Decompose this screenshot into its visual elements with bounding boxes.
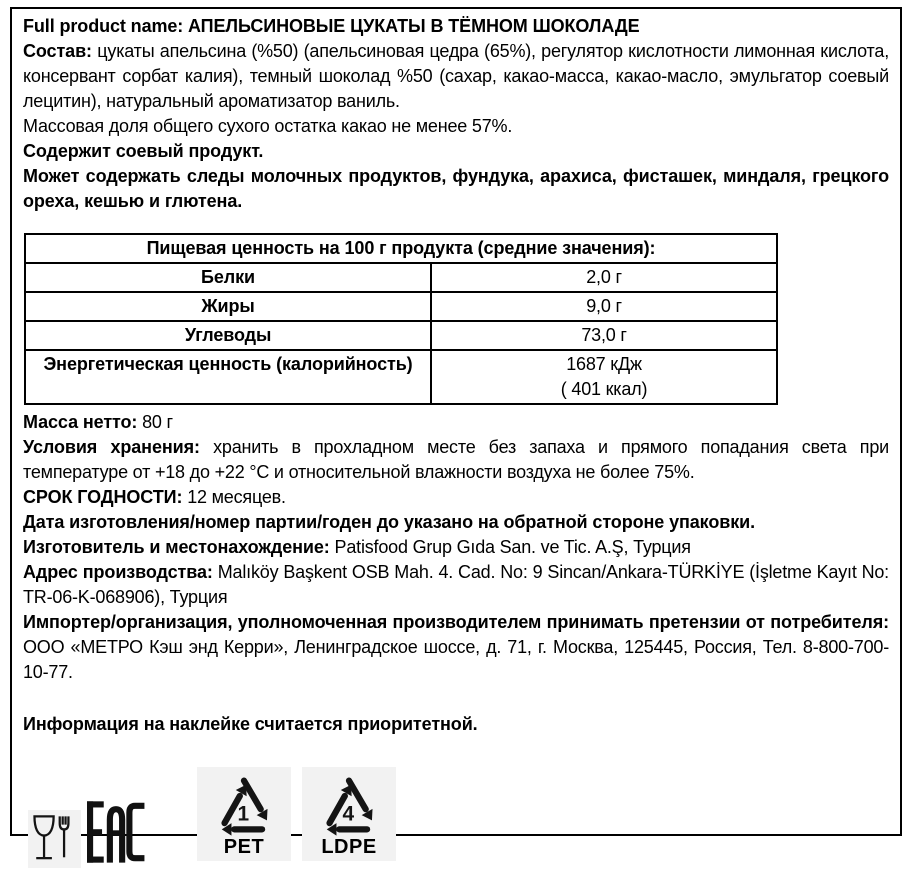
shelf-life-label: СРОК ГОДНОСТИ: [23,487,183,507]
recycle-triangle-icon [313,773,385,837]
storage-paragraph [23,435,889,485]
recycle-code-number: 1 [237,801,250,825]
energy-kj: 1687 кДж [566,354,642,374]
recycle-triangle-icon [208,773,280,837]
address-label: Адрес производства: [23,562,213,582]
ldpe-recycling-mark [302,767,396,861]
shelf-life-value: 12 месяцев. [187,487,286,507]
cocoa-note: Массовая доля общего сухого остатка какао не менее 57%. [23,116,513,136]
food-safe-mark [28,810,81,868]
address-value: Malıköy Başkent OSB Mah. 4. Cad. No: 9 Sincan/Ankara-TÜRKİYE (İşletme Kayıt No: TR-06-K-068906), Турция [23,562,889,607]
nutrient-name: Углеводы [25,321,431,350]
table-row [25,321,777,350]
composition-paragraph [23,39,889,114]
manufacturer-value: Patisfood Grup Gıda San. ve Tic. A.Ş, Турция [334,537,691,557]
contains-note: Содержит соевый продукт. [23,141,264,161]
table-row [25,292,777,321]
storage-text: хранить в прохладном месте без запаха и прямого попадания света при температуре от +18 до +22 °C и относительной влажности воздуха не более 75%. [23,437,889,482]
nutrient-name: Белки [25,263,431,292]
traces-note: Может содержать следы молочных продуктов, фундука, арахиса, фисташек, миндаля, грецкого ореха, кешью и глютена. [23,166,889,211]
manufacturer-label: Изготовитель и местонахождение: [23,537,330,557]
nutrient-value [431,350,777,404]
table-row [25,263,777,292]
eac-mark [87,799,145,872]
nutrition-table [24,233,778,405]
energy-kcal: ( 401 ккал) [560,379,648,399]
net-weight-label: Масса нетто: [23,412,138,432]
recycle-code-number: 4 [342,801,355,825]
material-label: LDPE [321,835,377,858]
nutrient-value: 2,0 г [431,263,777,292]
date-note: Дата изготовления/номер партии/годен до указано на обратной стороне упаковки. [23,512,755,532]
material-label: PET [223,835,265,858]
table-row [25,350,777,404]
product-label-sheet [10,7,902,858]
net-weight-value: 80 г [142,412,173,432]
product-name-value: АПЕЛЬСИНОВЫЕ ЦУКАТЫ В ТЁМНОМ ШОКОЛАДЕ [188,16,640,36]
composition-label: Состав: [23,41,92,61]
eac-icon [87,799,145,865]
importer-label: Импортер/организация, уполномоченная производителем принимать претензии от потребителя: [23,612,889,632]
priority-note: Информация на наклейке считается приоритетной. [23,714,478,734]
net-weight-line [23,410,889,435]
nutrient-value: 73,0 г [431,321,777,350]
address-paragraph [23,560,889,610]
nutrient-name: Энергетическая ценность (калорийность) [25,350,431,404]
storage-label: Условия хранения: [23,437,200,457]
composition-text: цукаты апельсина (%50) (апельсиновая цедра (65%), регулятор кислотности лимонная кислота, консервант сорбат калия), темный шоколад %50 (сахар, какао-масса, какао-масло, эмульгатор соевый лецитин), натуральный ароматизатор ваниль. [23,41,889,111]
nutrition-table-title: Пищевая ценность на 100 г продукта (средние значения): [25,234,777,263]
shelf-life-line [23,485,889,510]
manufacturer-line [23,535,889,560]
product-name-label: Full product name: [23,16,184,36]
glass-fork-icon [31,813,78,865]
nutrient-name: Жиры [25,292,431,321]
package-marks-row [23,767,889,869]
importer-value: ООО «МЕТРО Кэш энд Керри», Ленинградское шоссе, д. 71, г. Москва, 125445, Россия, Тел. 8-800-700-10-77. [23,637,889,682]
pet-recycling-mark [197,767,291,861]
importer-paragraph [23,610,889,685]
nutrient-value: 9,0 г [431,292,777,321]
nutrition-header-row [25,234,777,263]
product-name-line [23,14,889,39]
